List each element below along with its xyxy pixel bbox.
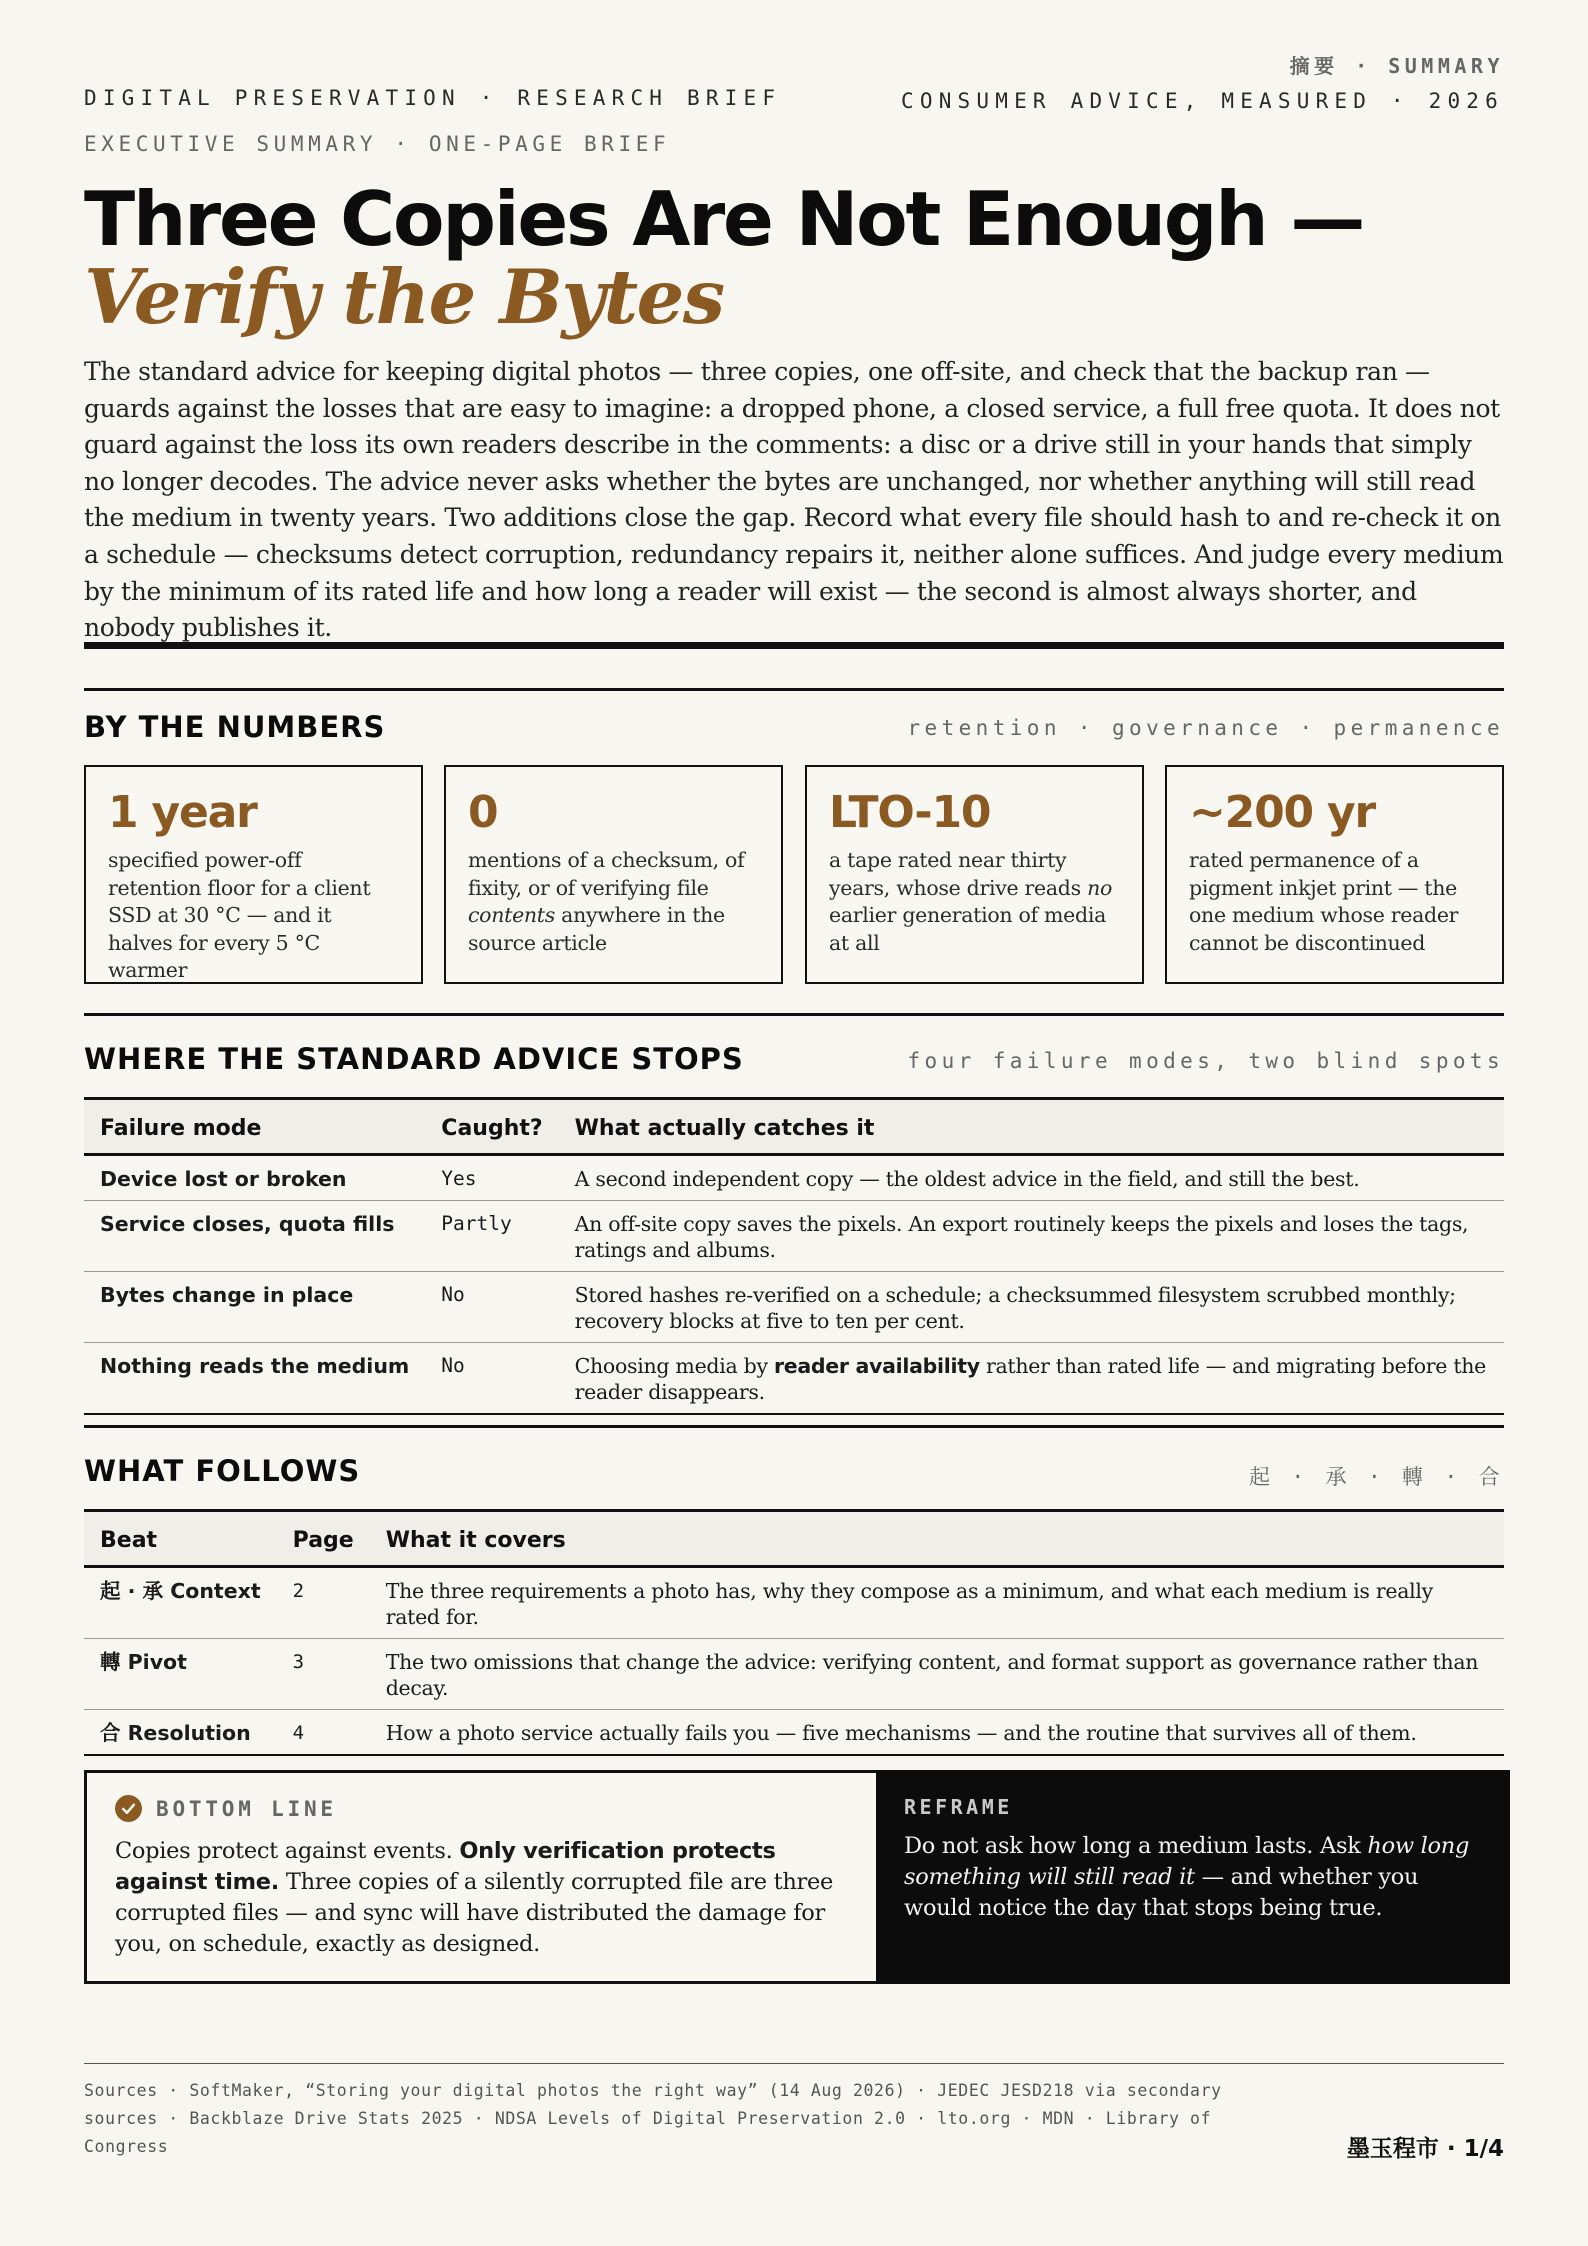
column-header: What it covers	[370, 1511, 1504, 1567]
page-ref: 2	[277, 1567, 370, 1639]
column-header: What actually catches it	[559, 1099, 1504, 1155]
table-row	[84, 1155, 1504, 1201]
failure-mode: Service closes, quota fills	[84, 1201, 425, 1272]
table-row	[84, 1272, 1504, 1343]
follows-note: 起 · 承 · 轉 · 合	[1249, 1465, 1504, 1489]
subkicker: EXECUTIVE SUMMARY · ONE-PAGE BRIEF	[84, 132, 671, 156]
covers: The two omissions that change the advice: verifying content, and format support as governance rather than decay.	[370, 1639, 1504, 1710]
stat-desc: rated permanence of a pigment inkjet print — the one medium whose reader cannot be discontinued	[1189, 848, 1459, 955]
column-header: Failure mode	[84, 1099, 425, 1155]
caught-status: Yes	[425, 1155, 558, 1201]
caught-status: No	[425, 1343, 558, 1415]
beat: 轉 Pivot	[84, 1639, 277, 1710]
stat-value: 1 year	[108, 787, 257, 838]
stat-card	[1165, 765, 1504, 984]
check-circle-icon	[115, 1795, 142, 1822]
header-right	[804, 50, 1504, 113]
stat-desc: mentions of a checksum, of fixity, or of verifying file contents anywhere in the source article	[468, 848, 745, 955]
bottom-line-panel	[87, 1773, 874, 1981]
reframe-label: REFRAME	[904, 1795, 1013, 1819]
outline-table	[84, 1509, 1504, 1756]
caught-status: Partly	[425, 1201, 558, 1272]
footer-rule	[84, 2063, 1504, 2064]
advice-title: WHERE THE STANDARD ADVICE STOPS	[84, 1042, 744, 1076]
bottom-line-box	[84, 1770, 1504, 1984]
column-header: Beat	[84, 1511, 277, 1567]
remedy: An off-site copy saves the pixels. An export routinely keeps the pixels and loses the tags, ratings and albums.	[559, 1201, 1504, 1272]
remedy: A second independent copy — the oldest advice in the field, and still the best.	[559, 1155, 1504, 1201]
reframe-text: Do not ask how long a medium lasts. Ask how long something will still read it — and whether you would notice the day that stops being true.	[904, 1833, 1470, 1921]
stat-cards	[84, 765, 1504, 984]
title-main: Three Copies Are Not Enough —	[84, 175, 1364, 263]
stat-desc: a tape rated near thirty years, whose drive reads no earlier generation of media at all	[829, 848, 1113, 955]
edition-line: CONSUMER ADVICE, MEASURED · 2026	[901, 89, 1504, 113]
kicker: DIGITAL PRESERVATION · RESEARCH BRIEF	[84, 86, 782, 110]
numbers-note: retention · governance · permanence	[907, 716, 1504, 740]
page-number: 墨玉程市 · 1/4	[1346, 2136, 1504, 2162]
covers: How a photo service actually fails you — five mechanisms — and the routine that survives all of them.	[370, 1710, 1504, 1756]
stat-card	[805, 765, 1144, 984]
page-ref: 4	[277, 1710, 370, 1756]
stat-value: 0	[468, 787, 498, 838]
sources-line: Sources · SoftMaker, “Storing your digital photos the right way” (14 Aug 2026) · JEDEC JESD218 via secondary sources · Backblaze Drive Stats 2025 · NDSA Levels of Digital Preservation 2.0 · lto.org · MDN · Library of Congress	[84, 2081, 1222, 2156]
advice-note: four failure modes, two blind spots	[907, 1049, 1504, 1073]
column-header: Caught?	[425, 1099, 558, 1155]
table-row	[84, 1567, 1504, 1639]
table-row	[84, 1639, 1504, 1710]
reframe-panel	[876, 1770, 1510, 1984]
section-rule	[84, 1013, 1504, 1016]
table-row	[84, 1201, 1504, 1272]
header-left	[84, 86, 844, 156]
table-row	[84, 1710, 1504, 1756]
stat-value: ~200 yr	[1189, 787, 1376, 838]
beat: 起 · 承 Context	[84, 1567, 277, 1639]
page-ref: 3	[277, 1639, 370, 1710]
section-rule	[84, 688, 1504, 691]
title-accent: Verify the Bytes	[84, 253, 724, 341]
heavy-divider	[84, 642, 1504, 649]
column-header: Page	[277, 1511, 370, 1567]
follows-title: WHAT FOLLOWS	[84, 1454, 361, 1488]
summary-tag: 摘要 · SUMMARY	[1289, 54, 1504, 78]
section-rule	[84, 1425, 1504, 1428]
table-row	[84, 1343, 1504, 1415]
failure-mode: Bytes change in place	[84, 1272, 425, 1343]
stat-desc: specified power-off retention floor for a client SSD at 30 °C — and it halves for every 5 °C warmer	[108, 848, 371, 982]
numbers-title: BY THE NUMBERS	[84, 710, 386, 744]
bottom-line-header	[115, 1795, 846, 1822]
failure-mode: Device lost or broken	[84, 1155, 425, 1201]
page-title	[84, 175, 1514, 341]
covers: The three requirements a photo has, why they compose as a minimum, and what each medium is really rated for.	[370, 1567, 1504, 1639]
caught-status: No	[425, 1272, 558, 1343]
lede-paragraph: The standard advice for keeping digital photos — three copies, one off-site, and check that the backup ran — guards against the losses that are easy to imagine: a dropped phone, a closed service, a full free quota. It does not guard against the loss its own readers describe in the comments: a disc or a drive still in your hands that simply no longer decodes. The advice never asks whether the bytes are unchanged, nor whether anything will still read the medium in twenty years. Two additions close the gap. Record what every file should hash to and re-check it on a schedule — checksums detect corruption, redundancy repairs it, neither alone suffices. And judge every medium by the minimum of its rated life and how long a reader will exist — the second is almost always shorter, and nobody publishes it.	[84, 357, 1504, 643]
bottom-line-text: Copies protect against events. Only verification protects against time. Three copies of a silently corrupted file are three corrupted files — and sync will have distributed the damage for you, on schedule, exactly as designed.	[115, 1838, 834, 1957]
stat-card	[84, 765, 423, 984]
remedy: Stored hashes re-verified on a schedule; a checksummed filesystem scrubbed monthly; recovery blocks at five to ten per cent.	[559, 1272, 1504, 1343]
table-header-row	[84, 1099, 1504, 1155]
remedy: Choosing media by reader availability rather than rated life — and migrating before the reader disappears.	[559, 1343, 1504, 1415]
failure-mode-table	[84, 1097, 1504, 1415]
beat: 合 Resolution	[84, 1710, 277, 1756]
failure-mode: Nothing reads the medium	[84, 1343, 425, 1415]
bottom-line-label: BOTTOM LINE	[156, 1796, 337, 1821]
stat-card	[444, 765, 783, 984]
table-header-row	[84, 1511, 1504, 1567]
stat-value: LTO-10	[829, 787, 991, 838]
